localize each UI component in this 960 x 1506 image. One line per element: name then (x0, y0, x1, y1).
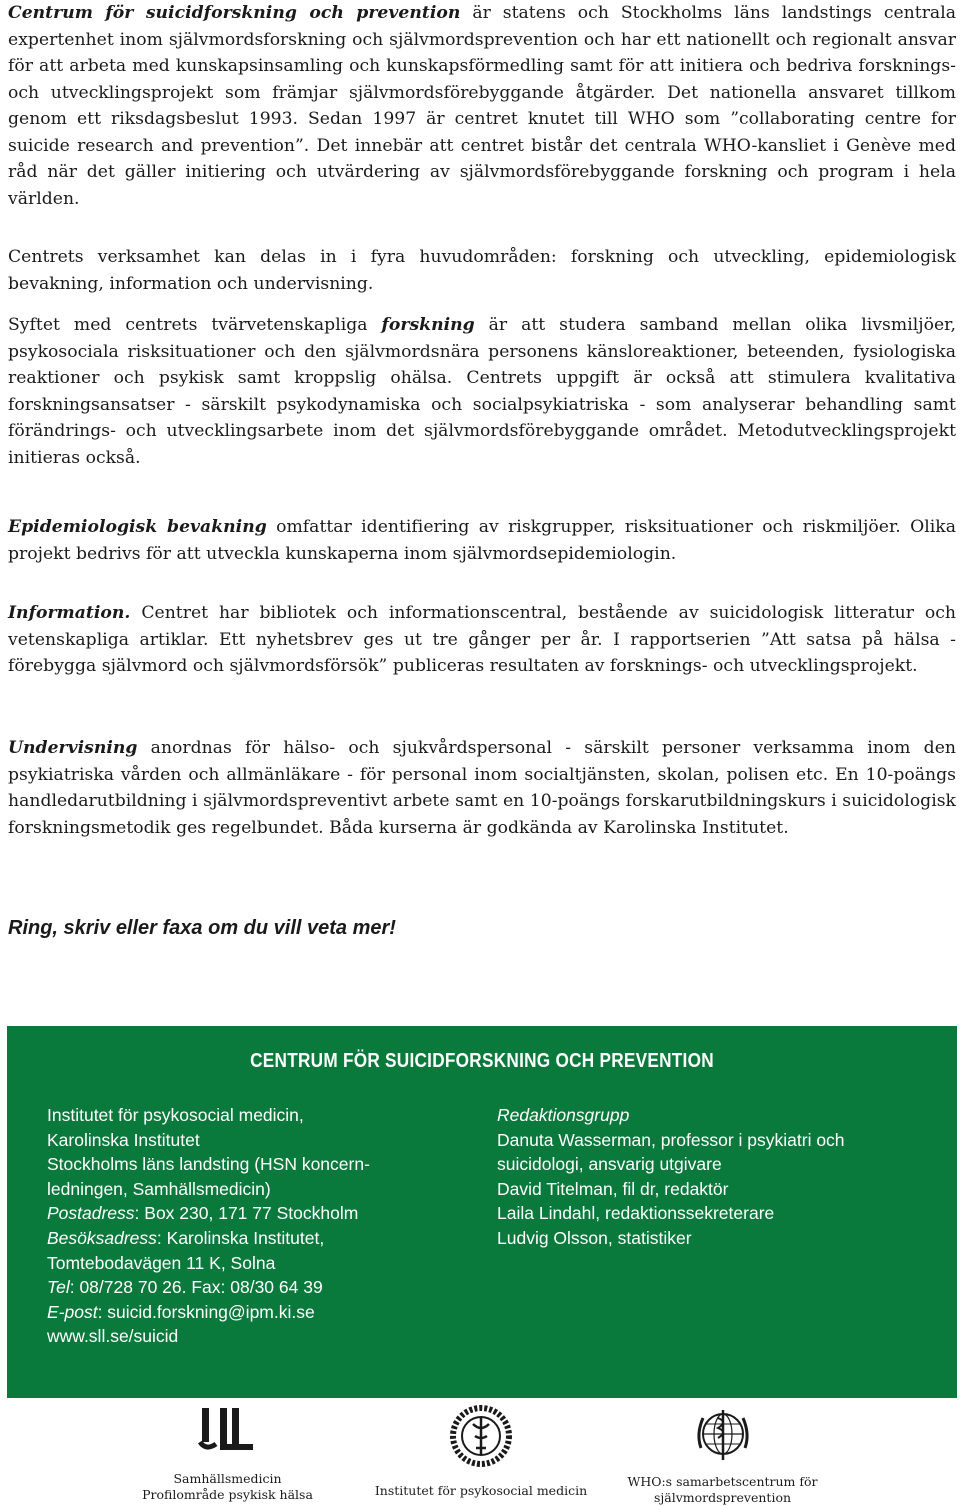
email-label: E-post (47, 1301, 98, 1322)
visit-value: : Karolinska Institutet, (156, 1227, 325, 1248)
editor-line: suicidologi, ansvarig utgivare (497, 1154, 722, 1175)
address-line: Institutet för psykosocial medicin, (47, 1105, 304, 1125)
website-link[interactable]: www.sll.se/suicid (47, 1326, 179, 1347)
phone-fax (47, 1275, 467, 1300)
contact-box-title: CENTRUM FÖR SUICIDFORSKNING OCH PREVENTION (250, 1050, 714, 1072)
email-value[interactable]: : suicid.forskning@ipm.ki.se (97, 1301, 315, 1322)
visit-address (47, 1226, 467, 1251)
address-column (47, 1103, 467, 1349)
visit-label: Besöksadress (47, 1227, 157, 1248)
ipm-seal-icon (449, 1404, 513, 1468)
epidemiology-keyword: Epidemiologisk bevakning (8, 517, 267, 537)
education-text: anordnas för hälso- och sjukvårdspersonal - särskilt personer verksamma inom den psykiatriska vården och allmänläkare - för personal inom socialtjänsten, skolan, polisen etc. En 10-poängs handledarutbildning i självmordspreventivt arbete samt en 10-poängs forskarutbildningskurs i suicidologisk forskningsmetodik ges regelbundet. Båda kurserna är godkända av Karolinska Institutet. (8, 738, 956, 838)
ipm-logo-block (370, 1404, 592, 1499)
epidemiology-paragraph (8, 514, 956, 567)
tel-value: : 08/728 70 26. Fax: 08/30 64 39 (69, 1277, 323, 1298)
editor-line: Ludvig Olsson, statistiker (497, 1227, 692, 1248)
epidemiology-text: omfattar identifiering av riskgrupper, risksituationer och riskmiljöer. Olika projekt bedrivs för att utveckla kunskaperna inom självmordsepidemiologin. (8, 517, 956, 564)
editorial-heading: Redaktionsgrupp (497, 1105, 630, 1125)
visit-address-line2: Tomtebodavägen 11 K, Solna (47, 1252, 276, 1273)
intro-paragraph (8, 0, 956, 212)
email (47, 1300, 467, 1325)
research-text-before: Syftet med centrets tvärvetenskapliga (8, 315, 382, 335)
postal-address (47, 1201, 467, 1226)
who-line1: WHO:s samarbetscentrum för (627, 1474, 818, 1489)
ipm-name: Institutet för psykosocial medicin (374, 1483, 588, 1498)
editorial-column (497, 1103, 937, 1251)
sll-profile: Profilområde psykisk hälsa (142, 1487, 313, 1502)
sll-logo-icon (198, 1404, 258, 1454)
org-name: Centrum för suicidforskning och prevention (8, 3, 461, 23)
education-keyword: Undervisning (8, 738, 138, 758)
postal-label: Postadress (47, 1203, 135, 1224)
research-keyword: forskning (381, 315, 475, 335)
who-logo-block (625, 1404, 820, 1506)
research-paragraph (8, 312, 956, 471)
research-text-after: är att studera samband mellan olika livsmiljöer, psykosociala risksituationer och den självmordsnära personens känsloreaktioner, beteenden, fysiologiska reaktioner och psykisk samt kroppslig ohälsa. Centrets uppgift är också att stimulera kvalitativa forskningsansatser - särskilt psykodynamiska och socialpsykiatriska - som analyserar behandling samt förändrings- och utvecklingsarbete inom det självmordsförebyggande området. Metodutvecklingsprojekt initieras också. (8, 315, 956, 468)
information-keyword: Information. (8, 603, 131, 623)
editor-line: Danuta Wasserman, professor i psykiatri och (497, 1129, 845, 1150)
call-to-action: Ring, skriv eller faxa om du vill veta mer! (8, 917, 396, 939)
who-line2: självmordsprevention (653, 1490, 792, 1505)
tel-label: Tel (47, 1277, 70, 1298)
intro-text: är statens och Stockholms läns landstings centrala expertenhet inom självmordsforskning och självmordsprevention och har ett nationellt och regionalt ansvar för att arbeta med kunskapsinsamling och kunskapsförmedling samt för att initiera och bedriva forsknings- och utvecklingsprojekt som främjar självmordsförebyggande åtgärder. Det nationella ansvaret tillkom genom ett riksdagsbeslut 1993. Sedan 1997 är centret knutet till WHO som ”collaborating centre for suicide research and prevention”. Det innebär att centret bistår det centrala WHO-kansliet i Genève med råd när det gäller initiering och utvärdering av självmordsförebyggande forskning och program i hela världen. (8, 3, 956, 209)
address-line: Karolinska Institutet (47, 1129, 200, 1150)
sll-name: Samhällsmedicin (173, 1471, 282, 1486)
areas-paragraph: Centrets verksamhet kan delas in i fyra huvudområden: forskning och utveckling, epidemiologisk bevakning, information och undervisning. (8, 247, 956, 294)
editor-line: David Titelman, fil dr, redaktör (497, 1178, 729, 1199)
contact-box (7, 1026, 957, 1398)
editor-line: Laila Lindahl, redaktionssekreterare (497, 1203, 775, 1224)
address-line: ledningen, Samhällsmedicin) (47, 1178, 271, 1199)
information-paragraph (8, 600, 956, 680)
logo-row (0, 1402, 960, 1505)
sll-logo-block (140, 1404, 315, 1503)
postal-value: : Box 230, 171 77 Stockholm (134, 1203, 359, 1224)
education-paragraph (8, 735, 956, 841)
address-line: Stockholms läns landsting (HSN koncern- (47, 1154, 370, 1175)
who-emblem-icon (693, 1404, 753, 1464)
information-text: Centret har bibliotek och informationscentral, bestående av suicidologisk litteratur och vetenskapliga artiklar. Ett nyhetsbrev ges ut tre gånger per år. I rapportserien ”Att satsa på hälsa - förebygga självmord och självmordsförsök” publiceras resultaten av forsknings- och utvecklingsprojekt. (8, 603, 956, 676)
